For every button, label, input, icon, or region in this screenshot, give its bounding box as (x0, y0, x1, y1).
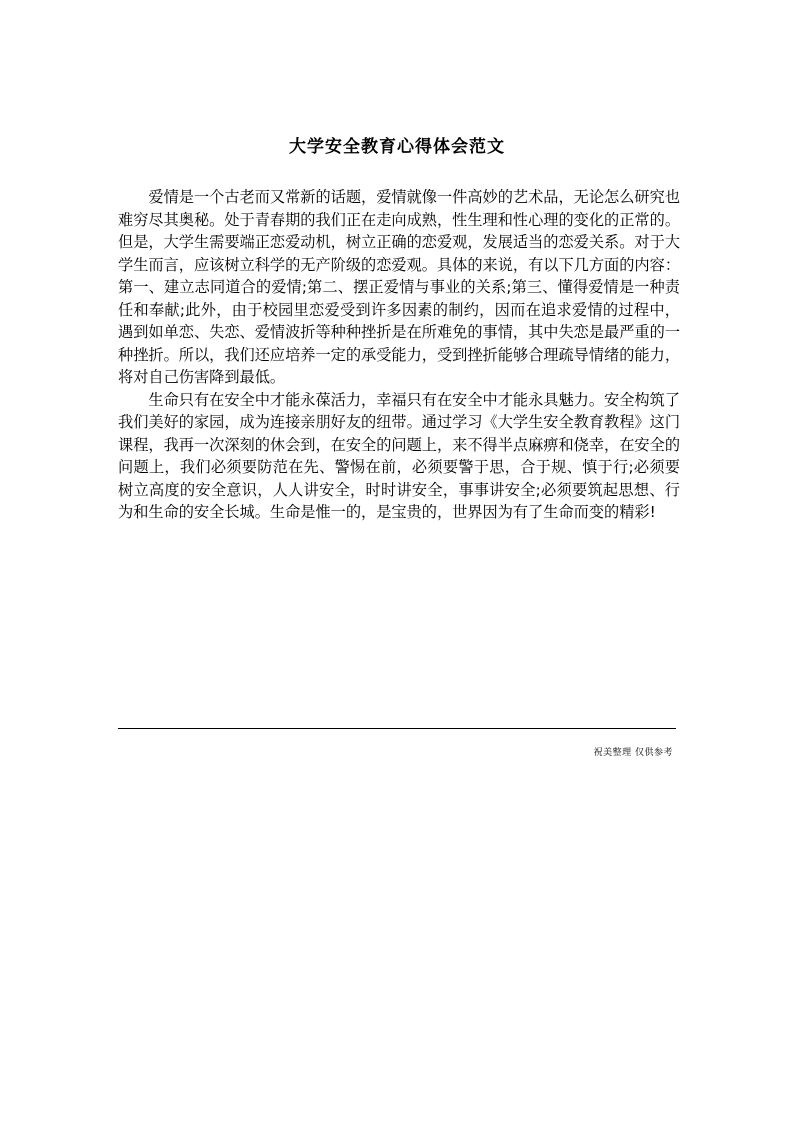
paragraph-2: 生命只有在安全中才能永葆活力，幸福只有在安全中才能永具魅力。安全构筑了我们美好的家园，成为连接亲朋好友的纽带。通过学习《大学生安全教育教程》这门课程，我再一次深刻的休会到，在安全的问题上，来不得半点麻痹和侥幸，在安全的问题上，我们必须要防范在先、警惕在前，必须要警于思，合于规、慎于行;必须要树立高度的安全意识，人人讲安全，时时讲安全，事事讲安全;必须要筑起思想、行为和生命的安全长城。生命是惟一的，是宝贵的，世界因为有了生命而变的精彩! (118, 390, 680, 521)
paragraph-1: 爱情是一个古老而又常新的话题，爱情就像一件高妙的艺术品，无论怎么研究也难穷尽其奥秘。处于青春期的我们正在走向成熟，性生理和性心理的变化的正常的。但是，大学生需要端正恋爱动机，树立正确的恋爱观，发展适当的恋爱关系。对于大学生而言，应该树立科学的无产阶级的恋爱观。具体的来说，有以下几方面的内容：第一、建立志同道合的爱情;第二、摆正爱情与事业的关系;第三、懂得爱情是一种责任和奉献;此外，由于校园里恋爱受到许多因素的制约，因而在追求爱情的过程中，遇到如单恋、失恋、爱情波折等种种挫折是在所难免的事情，其中失恋是最严重的一种挫折。所以，我们还应培养一定的承受能力，受到挫折能够合理疏导情绪的能力，将对自己伤害降到最低。 (118, 188, 680, 386)
document-body (118, 186, 680, 524)
footer-divider (118, 728, 676, 729)
document-title: 大学安全教育心得体会范文 (289, 137, 505, 157)
footer-note: 祝美整理 仅供参考 (593, 748, 673, 758)
